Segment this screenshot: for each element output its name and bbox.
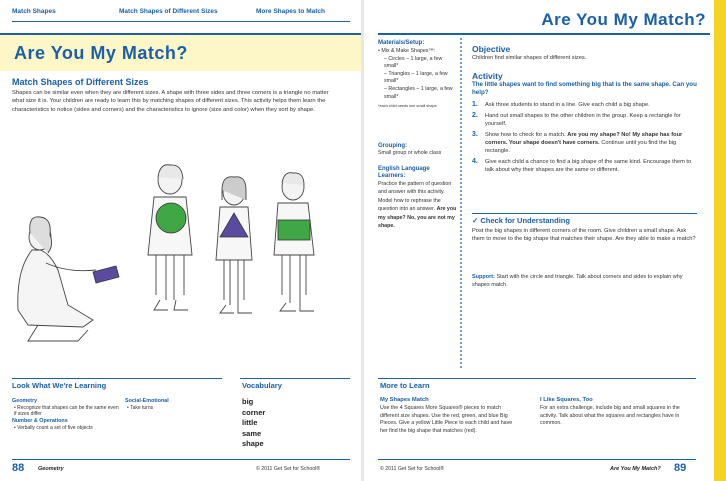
- right-page: [364, 0, 726, 481]
- ell-section: [378, 166, 458, 230]
- activity-lead: The little shapes want to find something big that is the same shape. Can you help?: [472, 81, 697, 97]
- right-page-title: Are You My Match?: [541, 10, 706, 29]
- title-banner: [0, 33, 362, 71]
- objective-text: Children find similar shapes of different sizes.: [472, 55, 587, 61]
- number-item: • Verbally count a set of five objects: [14, 425, 93, 431]
- learning-heading: Look What We're Learning: [12, 381, 107, 390]
- purple-card-shape: [93, 266, 119, 283]
- green-circle-shape: [156, 203, 186, 233]
- footer-rule: [12, 459, 350, 460]
- support-label: Support:: [472, 274, 495, 280]
- materials-item: • Mix & Make Shapes™:: [378, 48, 436, 54]
- step-item: 2. Hand out small shapes to the other children in the group. Keep a rectangle for yourself.: [472, 111, 681, 127]
- page-number: 89: [674, 462, 687, 474]
- child-1-figure: [148, 165, 192, 310]
- grouping-heading: Grouping:: [378, 143, 407, 149]
- left-page: [0, 0, 362, 481]
- materials-list: [378, 48, 458, 111]
- yellow-edge-band: [714, 0, 726, 481]
- child-3-figure: [274, 173, 314, 311]
- geometry-item: • Recognize that shapes can be the same even if sizes differ: [14, 405, 119, 418]
- activity-section: [472, 71, 697, 174]
- section-subtitle: Match Shapes of Different Sizes: [12, 77, 149, 87]
- step-item: 3. Show how to check for a match. Are you my shape? No! My shape has four corners. Your shape doesn't have corners. Continue until you find the big rectangle.: [472, 130, 683, 154]
- grouping-section: [378, 143, 458, 157]
- grouping-text: Small group or whole class: [378, 150, 442, 156]
- footer-copyright: © 2011 Get Set for School®: [256, 466, 321, 472]
- intro-paragraph: Shapes can be similar even when they are different sizes. A shape with three sides and three corners is a triangle no matter what size it is. Your children are ready to learn this by matching shapes of different sizes. This activity helps them learn the characteristics to notice (sides and corners) and the characteristics to ignore (size and color) when they sort by shape.: [12, 90, 329, 113]
- vocab-rule: [240, 378, 350, 379]
- materials-item: – Triangles – 1 large, a few small*: [384, 70, 448, 85]
- green-rectangle-shape: [278, 220, 310, 240]
- ell-example: Are you my shape? No, you are not my shape.: [378, 206, 457, 230]
- squares-heading: I Like Squares, Too: [540, 397, 593, 403]
- vocab-word: big: [242, 397, 254, 406]
- my-shapes-match-text: Use the 4 Squares More Squares® pieces to match different size shapes. Use the red, green, and blue Big Pieces. Give a yellow Little Piece to each child and have her find the big shape that matches (red).: [380, 405, 513, 434]
- materials-item: – Rectangles – 1 large, a few small*: [384, 85, 453, 100]
- vocab-word: same: [242, 428, 262, 438]
- nav-match-shapes[interactable]: Match Shapes: [12, 8, 56, 15]
- check-section: [472, 213, 697, 243]
- activity-heading: Activity: [472, 71, 503, 81]
- materials-note: *each child needs one small shape: [378, 104, 437, 109]
- squares-text: For an extra challenge, include big and small squares in the activity. Talk about what the squares and rectangles have in common.: [540, 405, 680, 426]
- objective-heading: Objective: [472, 44, 511, 54]
- nav-more-shapes[interactable]: More Shapes to Match: [256, 8, 325, 15]
- nav-divider: [12, 21, 350, 22]
- page-title: Are You My Match?: [14, 43, 188, 63]
- vocabulary-heading: Vocabulary: [242, 381, 282, 390]
- number-operations-heading: Number & Operations: [12, 418, 68, 424]
- materials-section: [378, 40, 458, 111]
- vocabulary-list: [242, 397, 265, 450]
- check-heading: ✓ Check for Understanding: [472, 216, 570, 225]
- materials-item: – Circles – 1 large, a few small*: [384, 55, 443, 70]
- footer-section: Geometry: [38, 466, 64, 472]
- ell-text: Practice the pattern of question and answer with this activity. Model how to rephrase the question into an answer. Are you my shape? No, you are not my shape.: [378, 181, 457, 230]
- teacher-figure: [18, 217, 96, 341]
- vocab-word: corner: [242, 407, 266, 417]
- title-rule: [378, 33, 710, 35]
- materials-heading: Materials/Setup:: [378, 40, 425, 46]
- vocab-word: shape: [242, 439, 264, 448]
- activity-steps: [472, 101, 697, 174]
- step-item: 4. Give each child a chance to find a big shape of the same kind. Encourage them to talk about why their shapes are the same or different.: [472, 157, 692, 173]
- child-2-figure: [216, 177, 252, 313]
- footer-title: Are You My Match?: [610, 466, 661, 472]
- my-shapes-match-heading: My Shapes Match: [380, 397, 429, 403]
- check-rule: [472, 213, 697, 214]
- vocab-word: little: [242, 418, 258, 427]
- footer-copyright: © 2011 Get Set for School®: [380, 466, 445, 472]
- social-emotional-heading: Social-Emotional: [125, 398, 169, 404]
- classroom-illustration: [8, 145, 353, 370]
- check-text: Post the big shapes in different corners of the room. Give children a small shape. Ask them to move to the big shape that matches their shape. Are they able to make a match?: [472, 228, 696, 242]
- social-item: • Take turns: [127, 405, 154, 411]
- column-divider: [460, 38, 462, 368]
- ell-heading: English Language Learners:: [378, 166, 430, 179]
- page-number: 88: [12, 462, 25, 474]
- footer-rule: [378, 459, 696, 460]
- nav-match-shapes-different-sizes[interactable]: Match Shapes of Different Sizes: [119, 8, 218, 15]
- learning-rule: [12, 378, 222, 379]
- geometry-heading: Geometry: [12, 398, 38, 404]
- top-navigation: [12, 8, 350, 22]
- support-note: Support: Start with the circle and triangle. Talk about corners and sides to explain why shapes match.: [472, 274, 683, 288]
- more-heading: More to Learn: [380, 381, 430, 390]
- objective-section: [472, 44, 697, 62]
- more-rule: [378, 378, 696, 379]
- step-item: 1. Ask three students to stand in a line. Give each child a big shape.: [472, 100, 650, 108]
